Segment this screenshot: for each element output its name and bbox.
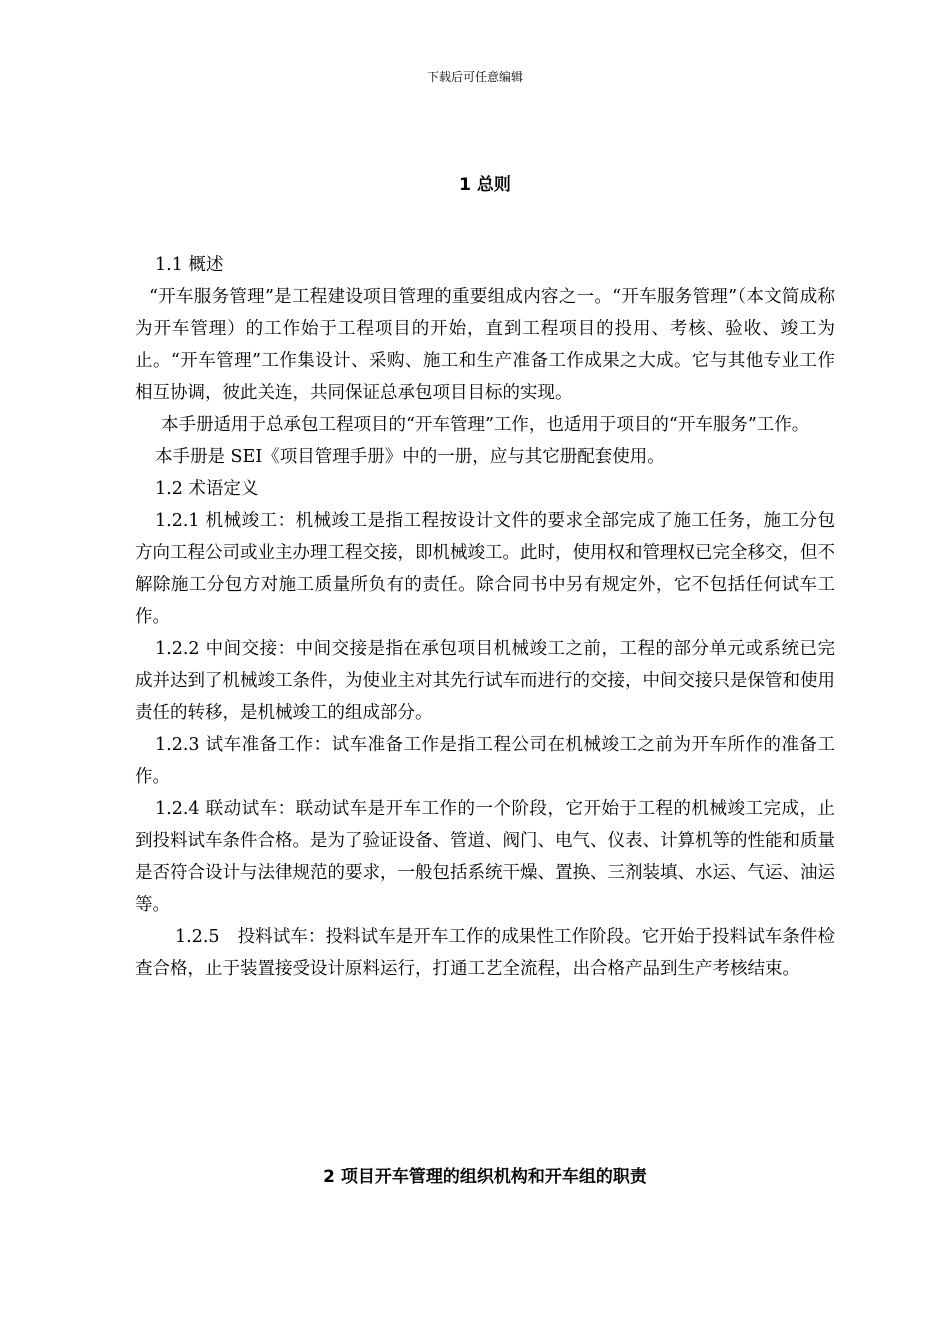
section-1-1-heading: 1.1 概述 [155,255,224,275]
definition-mechanical-completion: 1.2.1 机械竣工：机械竣工是指工程按设计文件的要求全部完成了施工任务，施工分包方向工程公司或业主办理工程交接，即机械竣工。此时，使用权和管理权已完全移交，但不解除施工分包方对施工质量所负有的责任。除合同书中另有规定外，它不包括任何试车工作。 [135,511,835,627]
chapter-1-title: 1 总则 [459,175,511,195]
chapter-2-title: 2 项目开车管理的组织机构和开车组的职责 [323,1167,647,1187]
section-1-2-heading: 1.2 术语定义 [155,479,259,499]
definition-linked-trial: 1.2.4 联动试车：联动试车是开车工作的一个阶段，它开始于工程的机械竣工完成，止到投料试车条件合格。是为了验证设备、管道、阀门、电气、仪表、计算机等的性能和质量是否符合设计与法律规范的要求，一般包括系统干燥、置换、三剂装填、水运、气运、油运等。 [135,799,835,915]
body-content [135,249,835,985]
paragraph-scope: 本手册适用于总承包工程项目的“开车管理”工作，也适用于项目的“开车服务”工作。 [161,415,810,435]
paragraph-overview: “开车服务管理”是工程建设项目管理的重要组成内容之一。“开车服务管理”（本文简成称为开车管理）的工作始于工程项目的开始，直到工程项目的投用、考核、验收、竣工为止。“开车管理”工作集设计、采购、施工和生产准备工作成果之大成。它与其他专业工作相互协调，彼此关连，共同保证总承包项目目标的实现。 [135,287,835,403]
paragraph-handbook: 本手册是 SEI《项目管理手册》中的一册，应与其它册配套使用。 [155,447,665,467]
definition-feed-trial [135,921,835,985]
definition-feed-trial-number: 1.2.5 [175,927,220,947]
definition-trial-preparation: 1.2.3 试车准备工作：试车准备工作是指工程公司在机械竣工之前为开车所作的准备工作。 [135,735,835,787]
definition-intermediate-handover: 1.2.2 中间交接：中间交接是指在承包项目机械竣工之前，工程的部分单元或系统已完成并达到了机械竣工条件，为使业主对其先行试车而进行的交接，中间交接只是保管和使用责任的转移，是机械竣工的组成部分。 [135,639,835,723]
definition-feed-trial-text: 投料试车：投料试车是开车工作的成果性工作阶段。它开始于投料试车条件检查合格，止于装置接受设计原料运行，打通工艺全流程，出合格产品到生产考核结束。 [135,927,835,979]
header-note: 下载后可任意编辑 [426,70,523,84]
